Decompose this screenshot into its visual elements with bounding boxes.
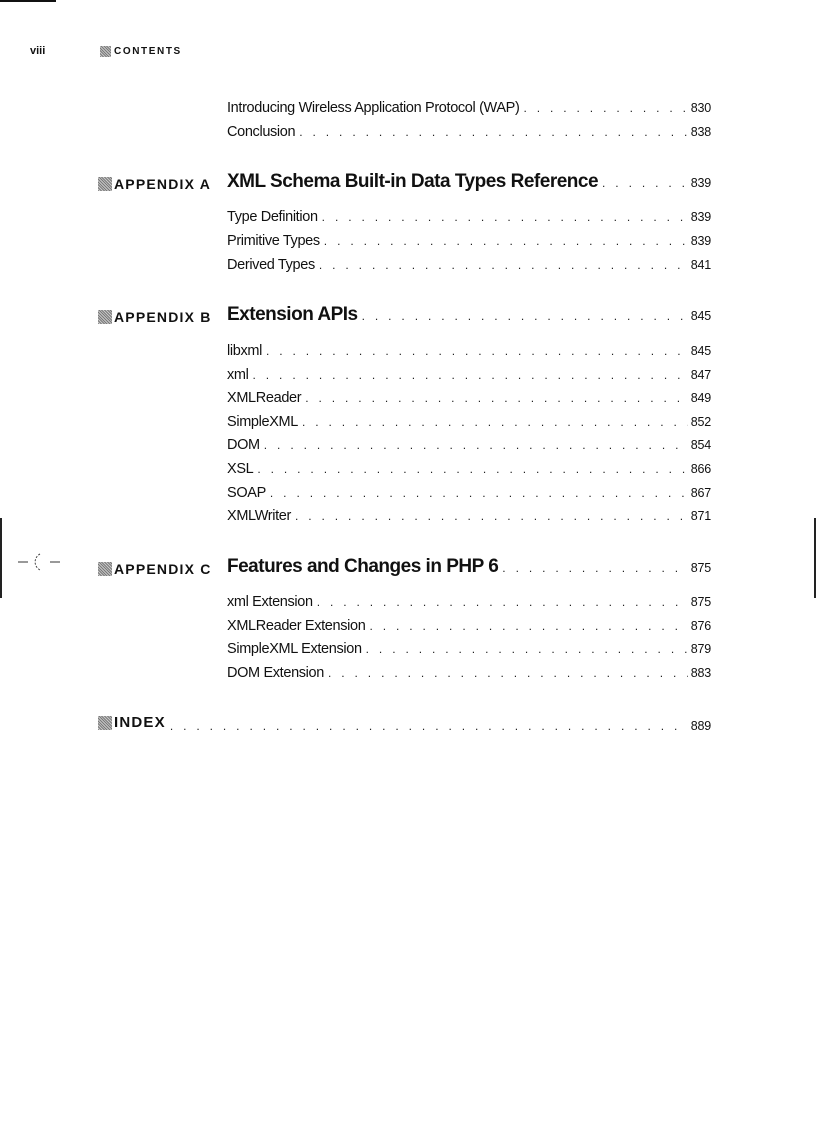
leader-dots — [322, 210, 688, 224]
toc-entry[interactable] — [227, 461, 711, 477]
toc-entry[interactable] — [227, 233, 711, 249]
toc-entry-page: 839 — [690, 234, 711, 248]
toc-entry[interactable] — [227, 641, 711, 657]
appendix-page: 839 — [690, 176, 711, 190]
toc-entry-page: 852 — [690, 415, 711, 429]
toc-entry[interactable] — [227, 594, 711, 610]
gray-square-icon — [98, 310, 112, 324]
toc-entry-title: XSL — [227, 461, 254, 477]
appendix-title-text: XML Schema Built-in Data Types Reference — [227, 171, 599, 192]
toc-entry-page: 883 — [690, 666, 711, 680]
toc-entry-title: XMLWriter — [227, 508, 291, 524]
toc-entry[interactable] — [227, 257, 711, 273]
leader-dots — [295, 509, 688, 523]
toc-entry[interactable] — [227, 390, 711, 406]
toc-entry-page: 854 — [690, 438, 711, 452]
appendix-title-text: Features and Changes in PHP 6 — [227, 556, 499, 577]
appendix-a-label: APPENDIX A — [98, 176, 211, 192]
toc-entry[interactable] — [227, 343, 711, 359]
toc-entry-title: Conclusion — [227, 124, 296, 140]
toc-entry-page: 847 — [690, 368, 711, 382]
leader-dots — [366, 642, 688, 656]
registration-mark-icon — [16, 548, 62, 578]
index-label: INDEX — [98, 714, 166, 731]
toc-entry-title: XMLReader — [227, 390, 302, 406]
gray-square-icon — [98, 716, 112, 730]
leader-dots — [324, 234, 688, 248]
toc-entry-title: XMLReader Extension — [227, 618, 366, 634]
toc-entry[interactable] — [227, 508, 711, 524]
section-title: CONTENTS — [100, 46, 182, 57]
leader-dots — [523, 101, 687, 115]
leader-dots — [299, 125, 687, 139]
appendix-b-title[interactable] — [227, 304, 711, 326]
toc-entry-page: 841 — [690, 258, 711, 272]
leader-dots — [602, 176, 688, 190]
appendix-page: 875 — [690, 561, 711, 575]
toc-entry-title: Introducing Wireless Application Protocol (WAP) — [227, 100, 520, 116]
toc-entry[interactable] — [227, 124, 711, 140]
toc-entry-title: Derived Types — [227, 257, 315, 273]
toc-entry-title: libxml — [227, 343, 262, 359]
leader-dots — [266, 344, 688, 358]
toc-entry-page: 866 — [690, 462, 711, 476]
toc-entry-title: SimpleXML — [227, 414, 298, 430]
leader-dots — [253, 368, 688, 382]
gray-square-icon — [100, 46, 111, 57]
toc-entry-title: Type Definition — [227, 209, 318, 225]
leader-dots — [270, 486, 688, 500]
leader-dots — [369, 619, 687, 633]
running-head — [30, 44, 182, 58]
leader-dots — [317, 595, 688, 609]
leader-dots — [502, 561, 687, 575]
index-entry[interactable] — [98, 714, 711, 733]
appendix-c-label: APPENDIX C — [98, 561, 212, 577]
toc-entry-page: 845 — [690, 344, 711, 358]
toc-entry[interactable] — [227, 414, 711, 430]
leader-dots — [362, 309, 688, 323]
appendix-page: 845 — [690, 309, 711, 323]
page-number: viii — [30, 45, 46, 57]
leader-dots — [302, 415, 688, 429]
toc-entry-title: SimpleXML Extension — [227, 641, 362, 657]
leader-dots — [170, 719, 688, 733]
gray-square-icon — [98, 562, 112, 576]
leader-dots — [319, 258, 688, 272]
toc-entry-title: DOM Extension — [227, 665, 324, 681]
toc-entry-title: xml — [227, 367, 249, 383]
leader-dots — [305, 391, 688, 405]
toc-entry-page: 830 — [690, 101, 711, 115]
toc-entry-title: DOM — [227, 437, 260, 453]
toc-entry-page: 871 — [690, 509, 711, 523]
toc-entry-title: Primitive Types — [227, 233, 320, 249]
leader-dots — [264, 438, 688, 452]
toc-entry-page: 875 — [690, 595, 711, 609]
appendix-c-title[interactable] — [227, 556, 711, 578]
toc-entry[interactable] — [227, 485, 711, 501]
toc-entry-page: 838 — [690, 125, 711, 139]
toc-entry-page: 879 — [690, 642, 711, 656]
toc-entry-page: 839 — [690, 210, 711, 224]
appendix-title-text: Extension APIs — [227, 304, 358, 325]
toc-entry[interactable] — [227, 665, 711, 681]
toc-entry[interactable] — [227, 367, 711, 383]
left-margin-mark — [0, 518, 2, 598]
toc-entry[interactable] — [227, 100, 711, 116]
toc-entry-page: 867 — [690, 486, 711, 500]
toc-entry[interactable] — [227, 209, 711, 225]
toc-entry-page: 849 — [690, 391, 711, 405]
top-rule — [0, 0, 56, 2]
appendix-b-label: APPENDIX B — [98, 309, 212, 325]
toc-entry[interactable] — [227, 618, 711, 634]
gray-square-icon — [98, 177, 112, 191]
toc-entry-page: 876 — [690, 619, 711, 633]
toc-entry-title: SOAP — [227, 485, 266, 501]
appendix-a-title[interactable] — [227, 171, 711, 193]
toc-entry-title: xml Extension — [227, 594, 313, 610]
index-page: 889 — [690, 718, 711, 733]
toc-entry[interactable] — [227, 437, 711, 453]
leader-dots — [257, 462, 687, 476]
leader-dots — [328, 666, 688, 680]
